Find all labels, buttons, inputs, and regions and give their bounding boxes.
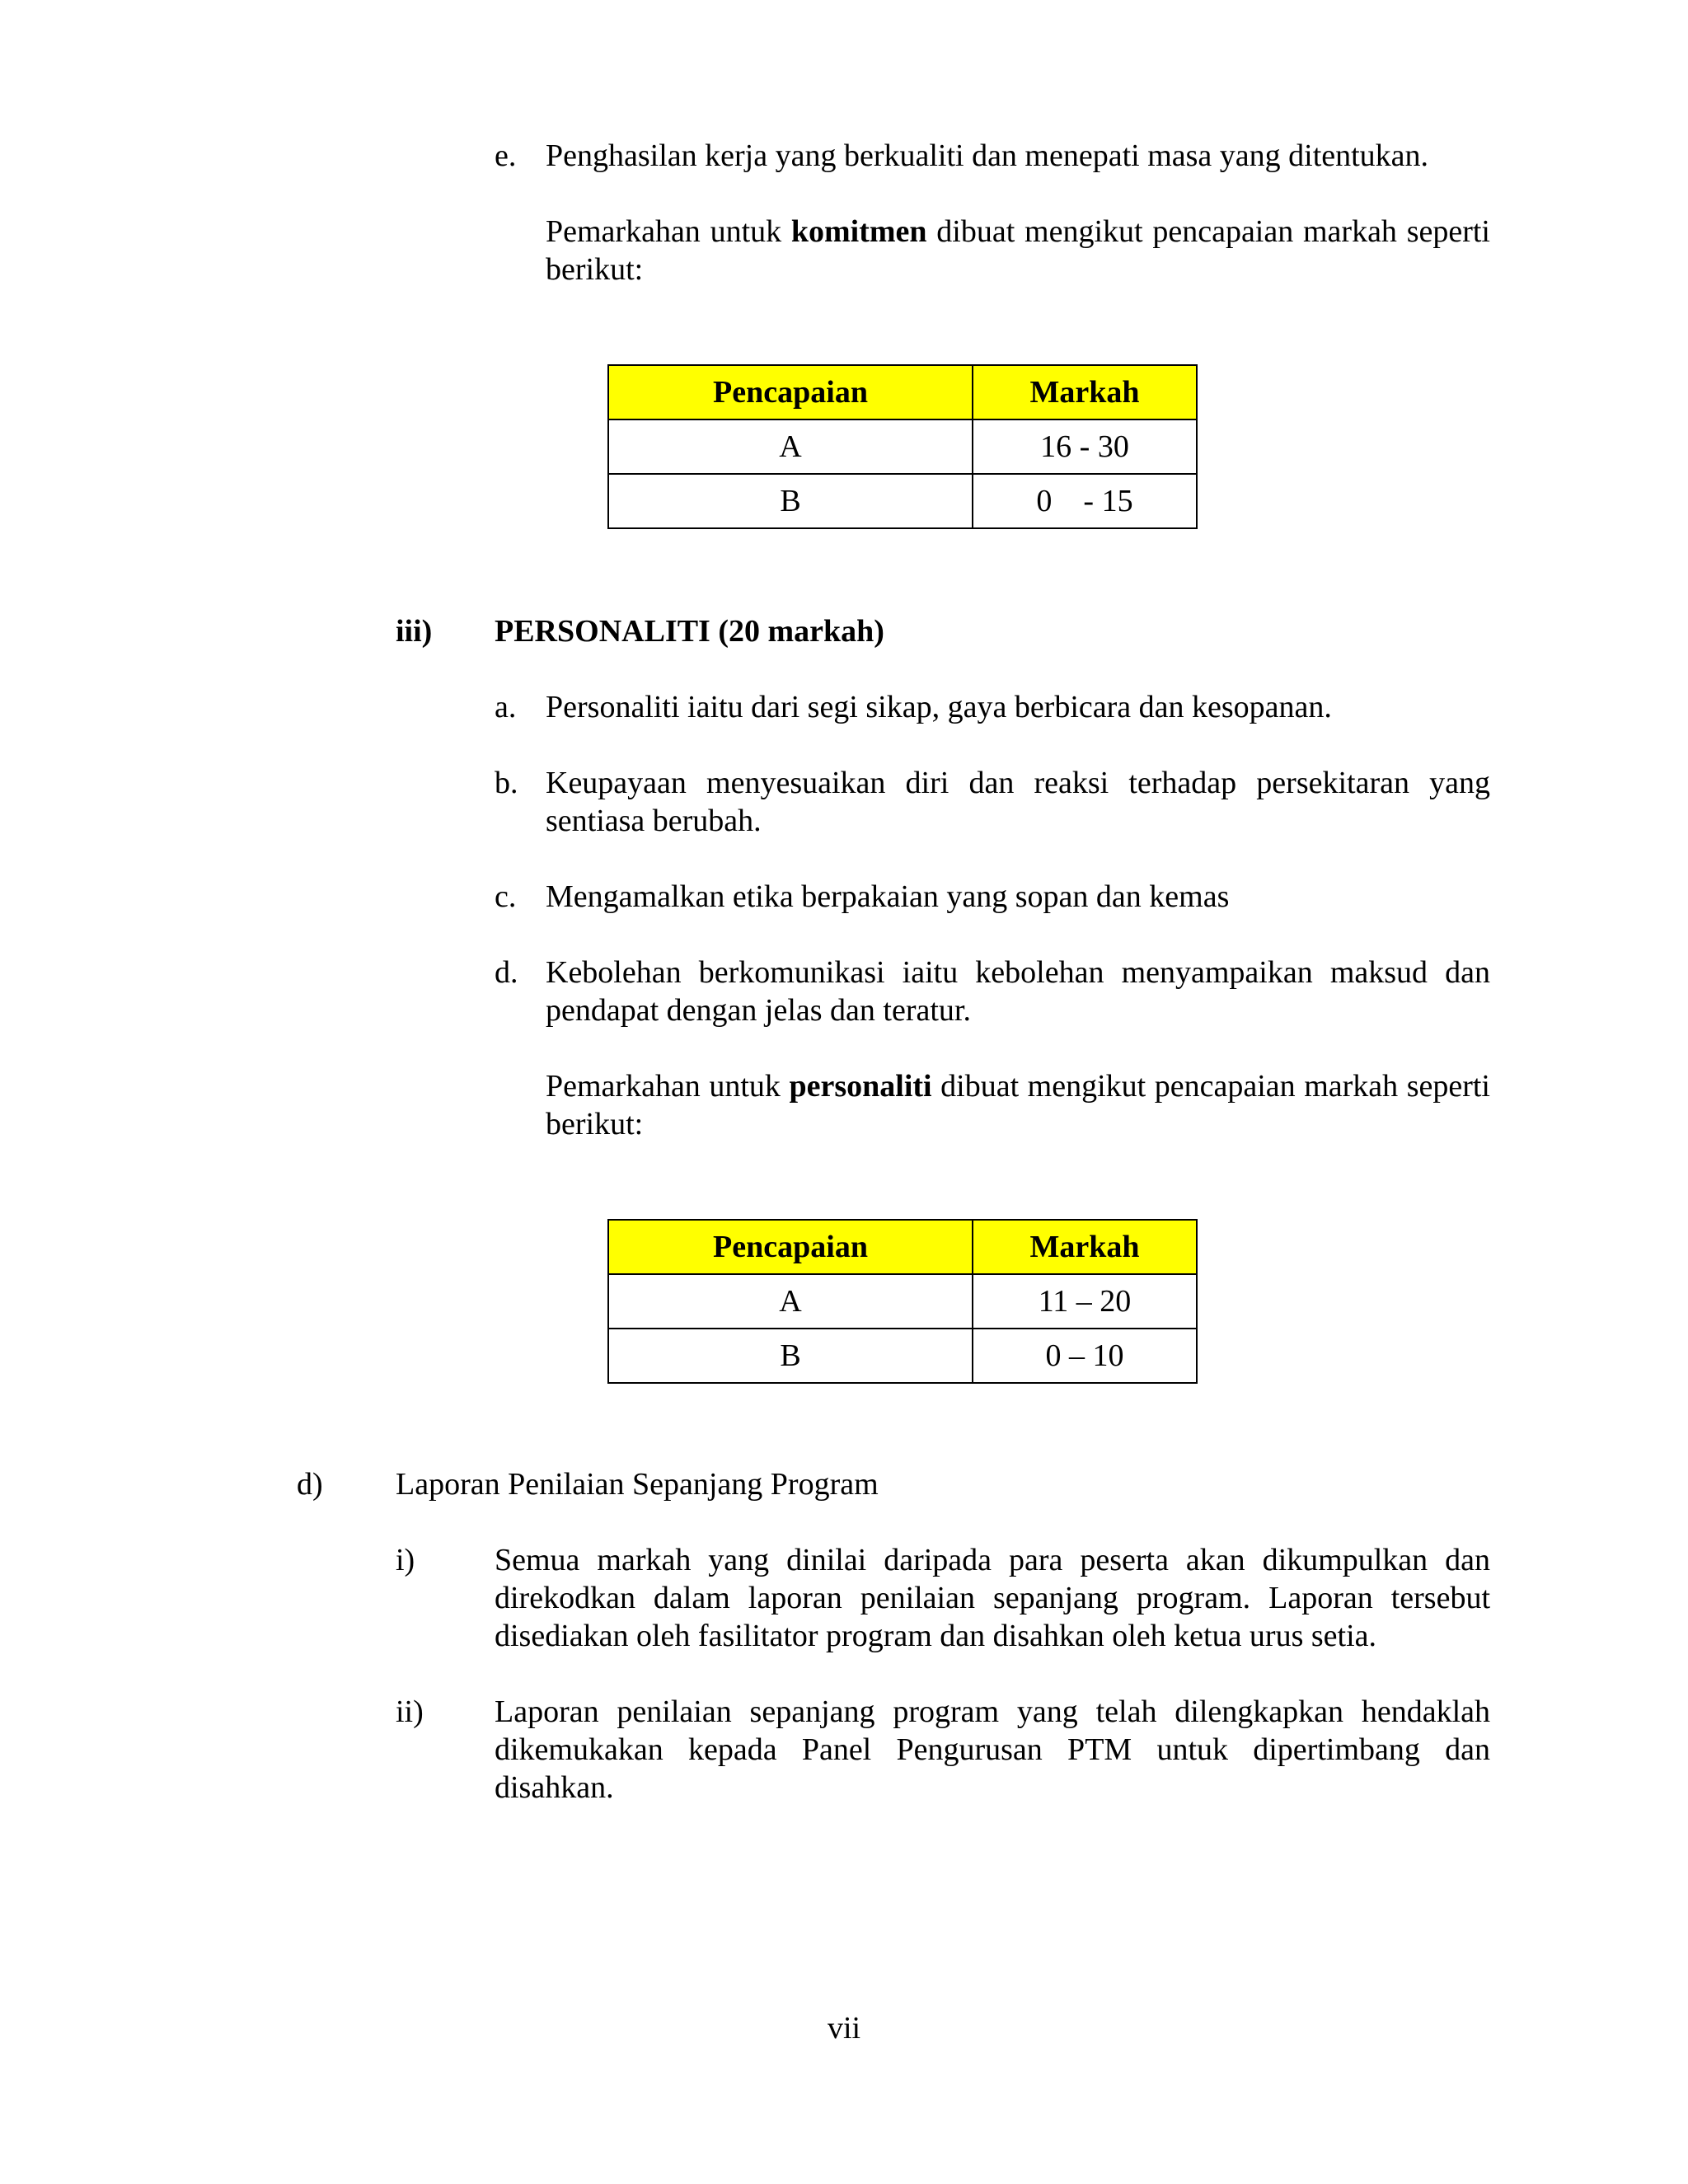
komitmen-score-table bbox=[607, 364, 1198, 529]
personaliti-score-table bbox=[607, 1219, 1198, 1384]
list-item-e-text: Penghasilan kerja yang berkualiti dan menepati masa yang ditentukan. bbox=[546, 138, 1429, 173]
header-pencapaian: Pencapaian bbox=[608, 1220, 973, 1274]
table-cell: A bbox=[608, 419, 973, 474]
table-header-row bbox=[608, 365, 1197, 419]
list-label-e: e. bbox=[495, 138, 517, 173]
table-cell: 16 - 30 bbox=[973, 419, 1197, 474]
scoring-note-personaliti: Pemarkahan untuk personaliti dibuat mengikut pencapaian markah seperti berikut: bbox=[546, 1069, 1490, 1141]
table-cell: B bbox=[608, 1329, 973, 1383]
table-cell: 11 – 20 bbox=[973, 1274, 1197, 1329]
list-item-c-text: Mengamalkan etika berpakaian yang sopan dan kemas bbox=[546, 879, 1230, 914]
list-item-i-text: Semua markah yang dinilai daripada para peserta akan dikumpulkan dan direkodkan dalam laporan penilaian sepanjang program. Laporan tersebut disediakan oleh fasilitator program dan disahkan oleh ketua urus setia. bbox=[495, 1543, 1490, 1653]
table-row bbox=[608, 474, 1197, 528]
table-row bbox=[608, 1329, 1197, 1383]
section-title-personaliti: PERSONALITI (20 markah) bbox=[495, 614, 884, 649]
section-title-laporan: Laporan Penilaian Sepanjang Program bbox=[396, 1467, 879, 1502]
list-label-d: d. bbox=[495, 955, 518, 990]
scoring-note-komitmen: Pemarkahan untuk komitmen dibuat mengikut pencapaian markah seperti berikut: bbox=[546, 214, 1490, 287]
list-label-ii: ii) bbox=[396, 1694, 424, 1729]
table-cell: A bbox=[608, 1274, 973, 1329]
table-cell: B bbox=[608, 474, 973, 528]
header-markah: Markah bbox=[973, 365, 1197, 419]
list-label-c: c. bbox=[495, 879, 517, 914]
table-cell: 0 - 15 bbox=[973, 474, 1197, 528]
table-row bbox=[608, 1274, 1197, 1329]
header-markah: Markah bbox=[973, 1220, 1197, 1274]
page-number: vii bbox=[827, 2011, 861, 2046]
header-pencapaian: Pencapaian bbox=[608, 365, 973, 419]
section-number-iii: iii) bbox=[396, 614, 433, 649]
table-row bbox=[608, 419, 1197, 474]
list-item-a-text: Personaliti iaitu dari segi sikap, gaya berbicara dan kesopanan. bbox=[546, 690, 1332, 724]
list-label-b: b. bbox=[495, 766, 518, 800]
table-cell: 0 – 10 bbox=[973, 1329, 1197, 1383]
list-label-a: a. bbox=[495, 690, 517, 724]
table-header-row bbox=[608, 1220, 1197, 1274]
list-item-b-text: Keupayaan menyesuaikan diri dan reaksi terhadap persekitaran yang sentiasa berubah. bbox=[546, 766, 1490, 838]
section-number-d: d) bbox=[297, 1467, 323, 1502]
list-item-ii-text: Laporan penilaian sepanjang program yang telah dilengkapkan hendaklah dikemukakan kepada Panel Pengurusan PTM untuk dipertimbang dan disahkan. bbox=[495, 1694, 1490, 1805]
list-item-d-text: Kebolehan berkomunikasi iaitu kebolehan menyampaikan maksud dan pendapat dengan jelas dan teratur. bbox=[546, 955, 1490, 1028]
list-label-i: i) bbox=[396, 1543, 415, 1577]
